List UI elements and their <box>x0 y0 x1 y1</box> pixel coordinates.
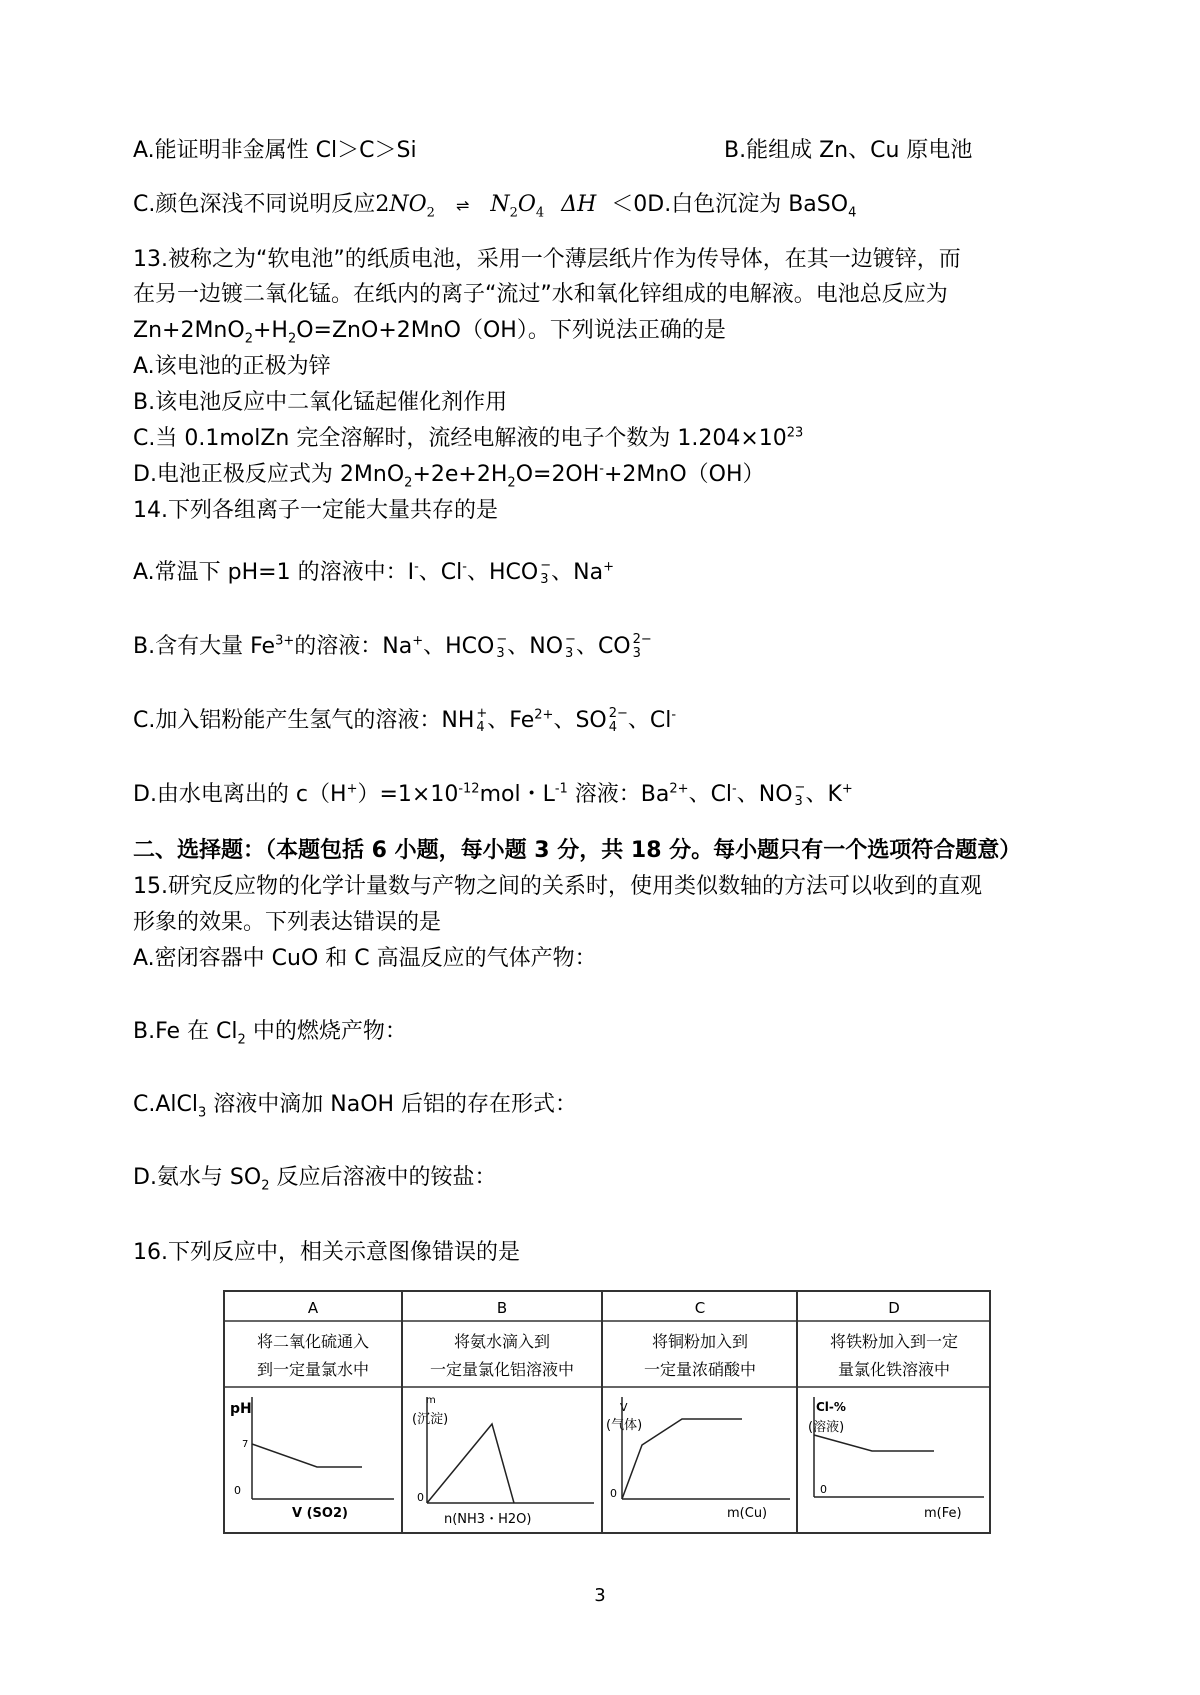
q14-option-a: A.常温下 pH=1 的溶液中：I-、Cl-、HCO − 3 、Na+ <box>133 558 614 587</box>
col-c-origin: 0 <box>610 1487 617 1500</box>
col-a-ytick: 7 <box>242 1439 249 1450</box>
q13-stem-line3: $Zn+2MnO_2+H_2O=ZnO+2MnO(OH)$。下列说法正确的是 <box>133 318 726 347</box>
col-b-ylabel-top: m <box>426 1395 436 1406</box>
q15-stem-line2: 形象的效果。下列表达错误的是 <box>133 910 442 935</box>
q15-option-a: A.密闭容器中 CuO 和 C 高温反应的气体产物： <box>133 946 597 971</box>
col-a-desc-line1: 将二氧化硫通入 <box>256 1332 370 1351</box>
col-d-ylabel: (溶液) <box>808 1420 845 1435</box>
col-d-desc-line2: 量氯化铁溶液中 <box>837 1360 951 1379</box>
col-c-letter: C <box>694 1299 706 1317</box>
q13-option-d: D.电池正极反应式为 $2MnO_2+2e+2H_2O=2OH^-+2MnO(OH)$ <box>133 461 765 491</box>
col-b-desc-line2: 一定量氯化铝溶液中 <box>429 1360 575 1379</box>
section2-heading: 二、选择题：（本题包括 6 小题，每小题 3 分，共 18 分。每小题只有一个选项符合题意） <box>133 838 1022 863</box>
q14-option-d: D.由水电离出的 $c(H^+)=1\times 10^{-12}mol$・$L^{-1}$ 溶液：$Ba^{2+}$、Cl-、NO − 3 、K+ <box>133 780 853 809</box>
q13-stem-line1: 13.被称之为“软电池”的纸质电池，采用一个薄层纸片作为传导体，在其一边镀锌，而 <box>133 247 961 272</box>
q15-option-b: B.Fe 在 $Cl_2$ 中的燃烧产物： <box>133 1019 407 1048</box>
col-b-letter: B <box>496 1299 508 1317</box>
col-c-ylabel-top: V <box>620 1401 628 1414</box>
col-d-ylabel-top: Cl-% <box>816 1400 846 1414</box>
col-a-desc-line2: 到一定量氯水中 <box>256 1360 370 1379</box>
q12-option-b: B.能组成 Zn、Cu 原电池 <box>724 138 973 163</box>
col-d-xlabel: m(Fe) <box>924 1506 962 1521</box>
q13-stem-line2: 在另一边镀二氧化锰。在纸内的离子“流过”水和氧化锌组成的电解液。电池总反应为 <box>133 282 948 307</box>
col-c-xlabel: m(Cu) <box>727 1506 768 1521</box>
col-c-ylabel: (气体) <box>606 1418 643 1433</box>
q13-option-b: B.该电池反应中二氧化锰起催化剂作用 <box>133 390 508 415</box>
col-b-desc-line1: 将氨水滴入到 <box>453 1332 551 1351</box>
col-c-desc-line1: 将铜粉加入到 <box>651 1332 749 1351</box>
q13-option-c: C.当 0.1molZn 完全溶解时，流经电解液的电子个数为 $1.204\times 10^{23}$ <box>133 425 804 451</box>
col-a-origin: 0 <box>234 1484 241 1497</box>
q16-figure-table <box>222 1289 992 1537</box>
col-d-desc-line1: 将铁粉加入到一定 <box>829 1332 959 1351</box>
q15-option-d: D.氨水与 $SO_2$ 反应后溶液中的铵盐： <box>133 1165 497 1194</box>
q12-option-c-d: C.颜色深浅不同说明反应$2NO_2$ ⇌ $N_2O_4$ ΔH ＜0D.白色沉淀为 BaSO$_4$ <box>133 192 857 221</box>
q14-option-c: C.加入铝粉能产生氢气的溶液：NH + 4 、$Fe^{2+}$、SO 2− 4 、Cl- <box>133 706 677 735</box>
col-d-letter: D <box>888 1299 900 1317</box>
q13-option-a: A.该电池的正极为锌 <box>133 354 331 379</box>
col-a-xlabel: V (SO2) <box>292 1506 348 1521</box>
q14-stem: 14.下列各组离子一定能大量共存的是 <box>133 498 498 523</box>
q16-figure-svg <box>222 1289 992 1537</box>
q16-stem: 16.下列反应中，相关示意图像错误的是 <box>133 1240 520 1265</box>
col-a-letter: A <box>307 1299 319 1317</box>
col-a-ylabel: pH <box>230 1401 252 1417</box>
q15-option-c: C.AlCl$_3$ 溶液中滴加 NaOH 后铝的存在形式： <box>133 1092 578 1121</box>
col-c-desc-line2: 一定量浓硝酸中 <box>643 1360 757 1379</box>
q14-option-b: B.含有大量 $Fe^{3+}$的溶液：Na+、HCO − 3 、NO − 3 、CO 2− 3 <box>133 632 652 661</box>
col-b-ylabel: (沉淀) <box>412 1412 449 1427</box>
col-b-xlabel: n(NH3・H2O) <box>444 1512 532 1527</box>
col-d-origin: 0 <box>820 1483 827 1496</box>
equilibrium-arrow-icon: ⇌ <box>455 196 470 215</box>
q12-option-a: A.能证明非金属性 Cl＞C＞Si <box>133 138 417 163</box>
q15-stem-line1: 15.研究反应物的化学计量数与产物之间的关系时，使用类似数轴的方法可以收到的直观 <box>133 874 982 899</box>
col-b-origin: 0 <box>417 1491 424 1504</box>
page-number: 3 <box>594 1585 606 1606</box>
